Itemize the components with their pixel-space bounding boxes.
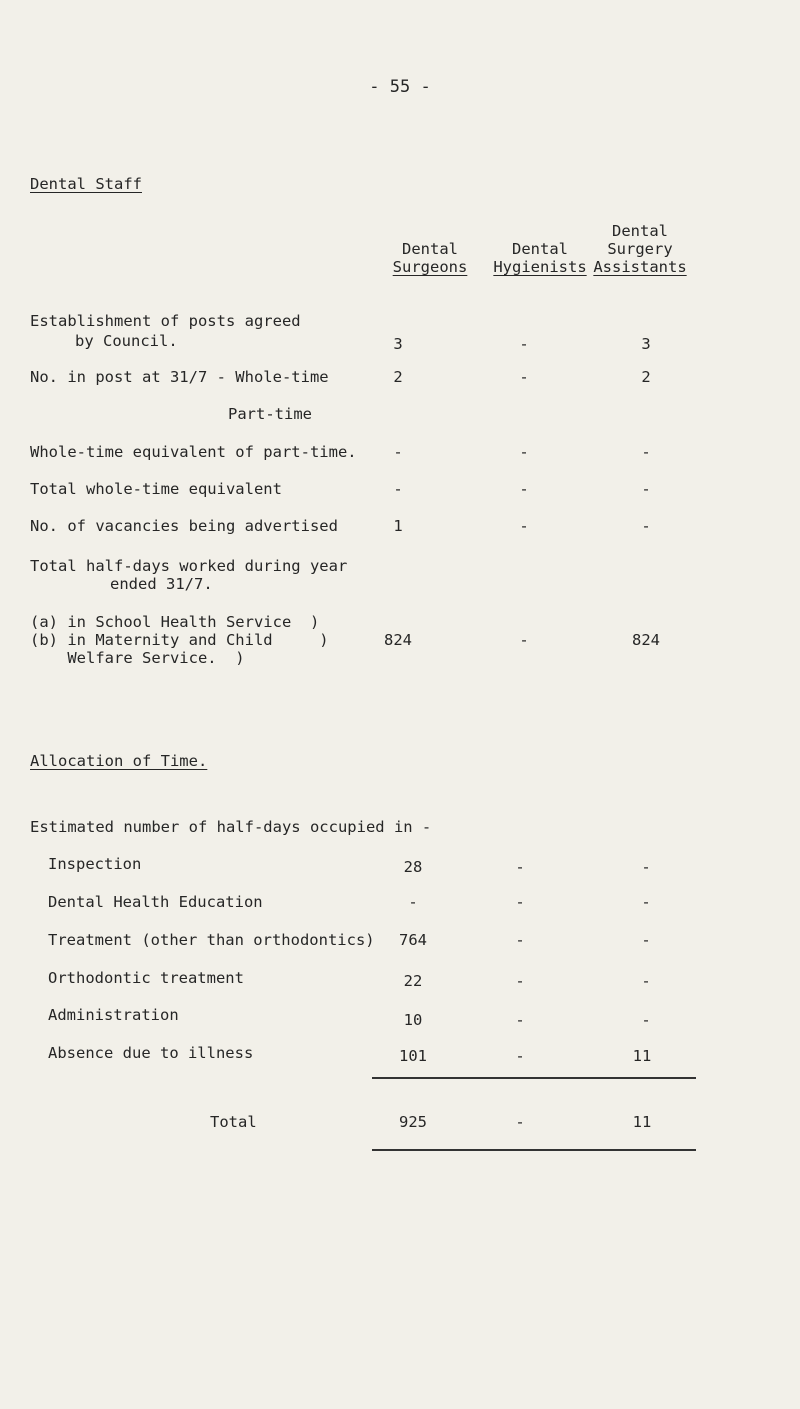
assistants-header-line3: Assistants (593, 258, 687, 276)
total-bottom-rule (372, 1149, 696, 1151)
assistants-value: 824 (632, 631, 660, 649)
surgeons-header-line1: Dental (402, 240, 458, 258)
surgeons-value: 3 (393, 335, 403, 353)
hygienists-value: - (519, 517, 529, 535)
surgeons-value: 2 (393, 368, 403, 386)
assistants-header-line2: Surgery (607, 240, 673, 258)
hygienists-value: - (519, 443, 529, 461)
hygienists-value: - (519, 368, 529, 386)
allocation-row-label: Treatment (other than orthodontics) (48, 931, 375, 949)
surgeons-value: 764 (399, 931, 427, 949)
allocation-row-label: Administration (48, 1006, 179, 1024)
assistants-value: - (641, 931, 651, 949)
hygienists-value: - (515, 893, 525, 911)
row-label: No. in post at 31/7 - Whole-time (30, 368, 329, 386)
surgeons-header-line2: Surgeons (392, 258, 468, 276)
assistants-value: - (641, 1011, 651, 1029)
assistants-value: - (641, 480, 651, 498)
hygienists-header-line1: Dental (512, 240, 568, 258)
total-surgeons-value: 925 (399, 1113, 427, 1131)
assistants-value: - (641, 893, 651, 911)
hygienists-value: - (519, 631, 529, 649)
hygienists-value: - (515, 972, 525, 990)
row-label: by Council. (75, 332, 178, 350)
hygienists-header-line2: Hygienists (493, 258, 587, 276)
row-label: No. of vacancies being advertised (30, 517, 338, 535)
assistants-value: - (641, 443, 651, 461)
row-label: Total half-days worked during year (30, 557, 348, 575)
total-assistants-value: 11 (632, 1113, 652, 1131)
row-label: Part-time (228, 405, 312, 423)
row-label: Establishment of posts agreed (30, 312, 301, 330)
row-label: Whole-time equivalent of part-time. (30, 443, 357, 461)
total-label: Total (210, 1113, 257, 1131)
row-label: ended 31/7. (110, 575, 213, 593)
assistants-value: - (641, 972, 651, 990)
allocation-row-label: Inspection (48, 855, 142, 873)
surgeons-value: - (393, 480, 403, 498)
surgeons-value: 824 (384, 631, 412, 649)
surgeons-value: 10 (403, 1011, 423, 1029)
hygienists-value: - (515, 1011, 525, 1029)
row-label: Welfare Service. ) (30, 649, 245, 667)
surgeons-value: - (393, 443, 403, 461)
hygienists-value: - (519, 480, 529, 498)
surgeons-value: 22 (403, 972, 423, 990)
total-hygienists-value: - (515, 1113, 525, 1131)
surgeons-value: 28 (403, 858, 423, 876)
surgeons-value: 101 (399, 1047, 427, 1065)
total-top-rule (372, 1077, 696, 1079)
hygienists-value: - (519, 335, 529, 353)
section-title: Dental Staff (30, 175, 142, 193)
row-label: (b) in Maternity and Child ) (30, 631, 329, 649)
assistants-value: 3 (641, 335, 651, 353)
allocation-row-label: Dental Health Education (48, 893, 263, 911)
allocation-row-label: Absence due to illness (48, 1044, 254, 1062)
surgeons-value: 1 (393, 517, 403, 535)
surgeons-value: - (408, 893, 418, 911)
allocation-row-label: Orthodontic treatment (48, 969, 244, 987)
page-number: - 55 - (369, 77, 431, 97)
row-label: Total whole-time equivalent (30, 480, 282, 498)
hygienists-value: - (515, 1047, 525, 1065)
assistants-value: 2 (641, 368, 651, 386)
row-label: (a) in School Health Service ) (30, 613, 320, 631)
allocation-intro: Estimated number of half-days occupied in - (30, 818, 432, 836)
assistants-value: - (641, 858, 651, 876)
assistants-header-line1: Dental (612, 222, 668, 240)
assistants-value: 11 (632, 1047, 652, 1065)
assistants-value: - (641, 517, 651, 535)
allocation-title: Allocation of Time. (30, 752, 208, 770)
hygienists-value: - (515, 858, 525, 876)
hygienists-value: - (515, 931, 525, 949)
